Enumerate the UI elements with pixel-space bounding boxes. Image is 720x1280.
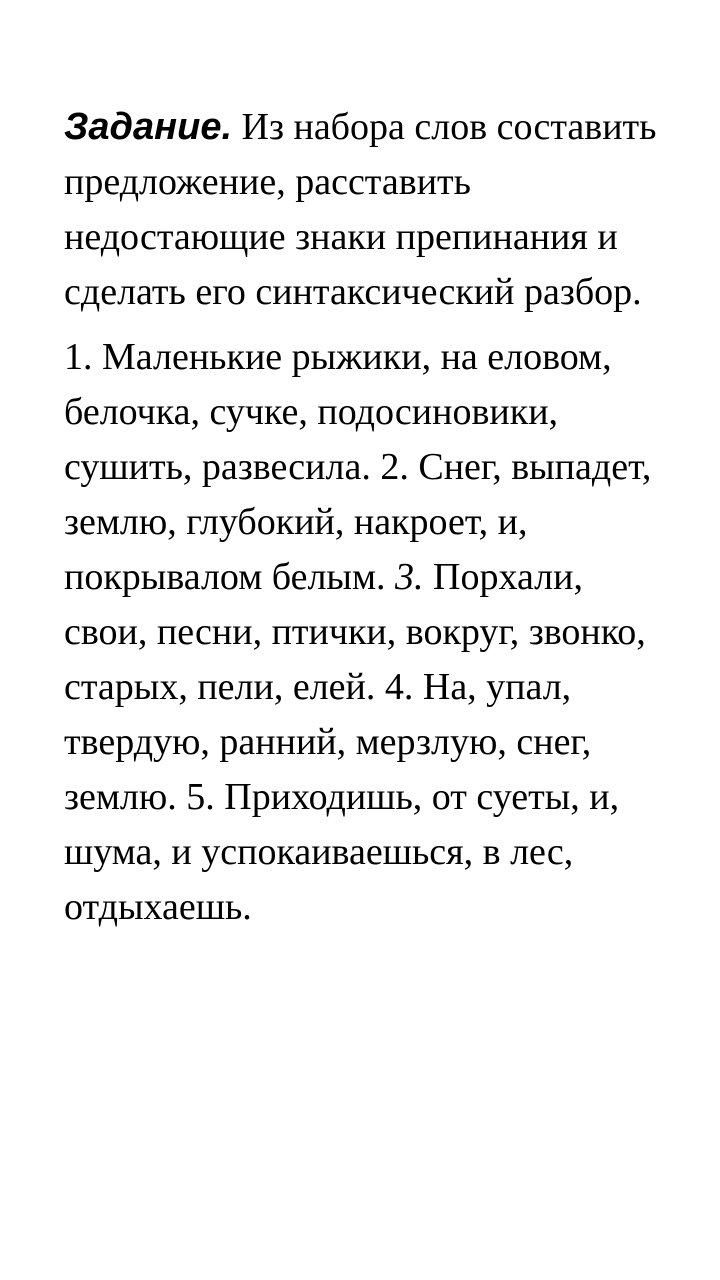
item-number: 3. — [395, 556, 424, 598]
task-label: Задание. — [64, 106, 233, 148]
item-text: Снег, выпадет, землю, глубокий, накроет, и, покрывалом белым. — [64, 446, 652, 598]
item-text: Порхали, свои, песни, птички, вокруг, звонко, старых, пели, елей. — [64, 556, 646, 708]
item-number: 5. — [186, 776, 215, 818]
item-number: 1. — [64, 336, 93, 378]
item-text: Приходишь, от суеты, и, шума, и успокаиваешься, в лес, отдыхаешь. — [64, 776, 620, 928]
item-text: На, упал, твердую, ранний, мерзлую, снег, землю. — [64, 666, 592, 818]
item-number: 2. — [380, 446, 409, 488]
item-number: 4. — [384, 666, 414, 708]
task-paragraph — [64, 100, 664, 320]
task-text: Из набора слов составить предложение, расставить недостающие знаки препинания и сделать его синтаксический разбор. — [64, 106, 657, 313]
exercise-paragraph — [64, 330, 664, 935]
document-body — [64, 100, 664, 935]
item-text: Маленькие рыжики, на еловом, белочка, сучке, подосиновики, сушить, развесила. — [64, 336, 612, 488]
